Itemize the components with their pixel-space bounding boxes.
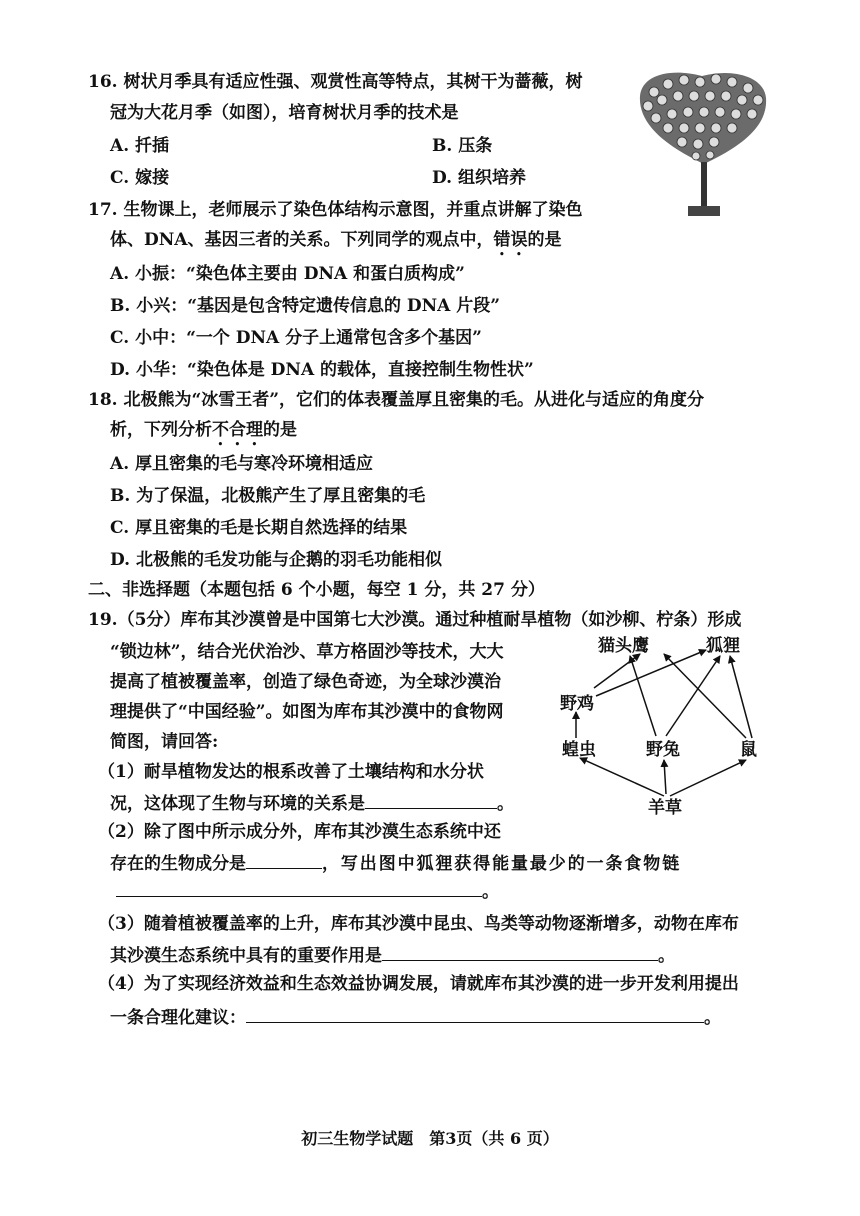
page-footer: 初三生物学试题 第3页（共 6 页）: [301, 1129, 559, 1148]
q19-part4-line1: （4）为了实现经济效益和生态效益协调发展，请就库布其沙漠的进一步开发利用提出: [98, 974, 739, 994]
arrow-hare-fox: [666, 656, 720, 736]
q18-option-c: C. 厚且密集的毛是长期自然选择的结果: [110, 518, 408, 538]
q17-option-c: C. 小中：“一个 DNA 分子上通常包含多个基因”: [110, 328, 482, 348]
q19-part2-line1: （2）除了图中所示成分外，库布其沙漠生态系统中还: [98, 822, 501, 842]
q19-part3-line2: [110, 942, 675, 968]
q18-stem-line1: 18. 北极熊为“冰雪王者”，它们的体表覆盖厚且密集的毛。从进化与适应的角度分: [88, 390, 705, 410]
q19-part2-text-end: ，写出图中狐狸获得能量最少的一条食物链: [322, 854, 682, 874]
q16-option-b: B. 压条: [432, 136, 493, 156]
q17-stem-line2: [110, 228, 561, 260]
tree-rose-illustration: [632, 66, 772, 226]
q17-stem-text-end: 的是: [527, 230, 562, 250]
arrow-pheasant-fox: [596, 650, 706, 696]
arrow-hare-owl: [630, 656, 656, 736]
node-locust: 蝗虫: [562, 740, 596, 760]
q17-stem-text: 体、DNA、基因三者的关系。下列同学的观点中，: [110, 230, 494, 250]
q16-option-a: A. 扦插: [110, 136, 170, 156]
q19-part1-line2: [110, 790, 514, 816]
q16-stem-line2: 冠为大花月季（如图），培育树状月季的技术是: [110, 103, 459, 123]
q17-option-a: A. 小振：“染色体主要由 DNA 和蛋白质构成”: [110, 264, 465, 284]
q19-part2-line2: [110, 850, 681, 876]
q18-option-b: B. 为了保温，北极熊产生了厚且密集的毛: [110, 486, 426, 506]
q18-stem-line2: [110, 418, 297, 450]
q19-part4-line2: [110, 1004, 721, 1030]
q19-stem-line3: 提高了植被覆盖率，创造了绿色奇迹，为全球沙漠治: [110, 672, 501, 692]
arrow-grass-hare: [664, 760, 666, 794]
q18-emphasis-word: 不合理: [212, 420, 263, 440]
node-grass: 羊草: [648, 798, 682, 818]
node-owl: 猫头鹰: [598, 636, 649, 656]
answer-blank-4[interactable]: [382, 942, 658, 961]
answer-blank-3[interactable]: [116, 878, 482, 897]
q18-option-a: A. 厚且密集的毛与寒冷环境相适应: [110, 454, 374, 474]
q19-part2-text: 存在的生物成分是: [110, 854, 246, 874]
q19-part4-text: 一条合理化建议：: [110, 1008, 246, 1028]
q19-stem-line2: “锁边林”，结合光伏治沙、草方格固沙等技术，大大: [110, 642, 504, 662]
period: 。: [704, 1008, 721, 1028]
q16-stem-line1: 16. 树状月季具有适应性强、观赏性高等特点，其树干为蔷薇，树: [88, 72, 583, 92]
node-hare: 野兔: [646, 740, 680, 760]
arrow-grass-locust: [580, 758, 664, 796]
q19-part1-text: 况，这体现了生物与环境的关系是: [110, 794, 365, 814]
answer-blank-2[interactable]: [246, 850, 322, 869]
q17-stem-line1: 17. 生物课上，老师展示了染色体结构示意图，并重点讲解了染色: [88, 200, 583, 220]
period: 。: [658, 946, 675, 966]
period: 。: [482, 882, 499, 902]
q18-stem-text-end: 的是: [263, 420, 297, 440]
q19-part2-line3: [116, 878, 499, 904]
q16-option-c: C. 嫁接: [110, 168, 170, 188]
arrow-grass-mouse: [670, 760, 746, 796]
q19-part3-text: 其沙漠生态系统中具有的重要作用是: [110, 946, 382, 966]
arrow-pheasant-owl: [594, 654, 640, 688]
answer-blank-1[interactable]: [365, 790, 497, 809]
node-fox: 狐狸: [706, 636, 740, 656]
node-pheasant: 野鸡: [560, 694, 594, 714]
q19-stem-line5: 简图，请回答:: [110, 732, 219, 752]
answer-blank-5[interactable]: [246, 1004, 704, 1023]
q19-part1-line1: （1）耐旱植物发达的根系改善了土壤结构和水分状: [98, 762, 484, 782]
q18-option-d: D. 北极熊的毛发功能与企鹅的羽毛功能相似: [110, 550, 442, 570]
q17-emphasis-word: 错误: [493, 230, 528, 250]
q19-part3-line1: （3）随着植被覆盖率的上升，库布其沙漠中昆虫、鸟类等动物逐渐增多，动物在库布: [98, 914, 739, 934]
q17-option-d: D. 小华：“染色体是 DNA 的载体，直接控制生物性状”: [110, 360, 534, 380]
q19-stem-line1: 19.（5分）库布其沙漠曾是中国第七大沙漠。通过种植耐旱植物（如沙柳、柠条）形成: [88, 610, 742, 630]
q19-stem-line4: 理提供了“中国经验”。如图为库布其沙漠中的食物网: [110, 702, 504, 722]
section-heading: 二、非选择题（本题包括 6 个小题，每空 1 分，共 27 分）: [88, 580, 545, 600]
q16-option-d: D. 组织培养: [432, 168, 526, 188]
period: 。: [497, 794, 514, 814]
arrow-mouse-owl: [664, 654, 746, 738]
node-mouse: 鼠: [740, 740, 757, 760]
q18-stem-text: 析，下列分析: [110, 420, 212, 440]
q17-option-b: B. 小兴：“基因是包含特定遗传信息的 DNA 片段”: [110, 296, 501, 316]
